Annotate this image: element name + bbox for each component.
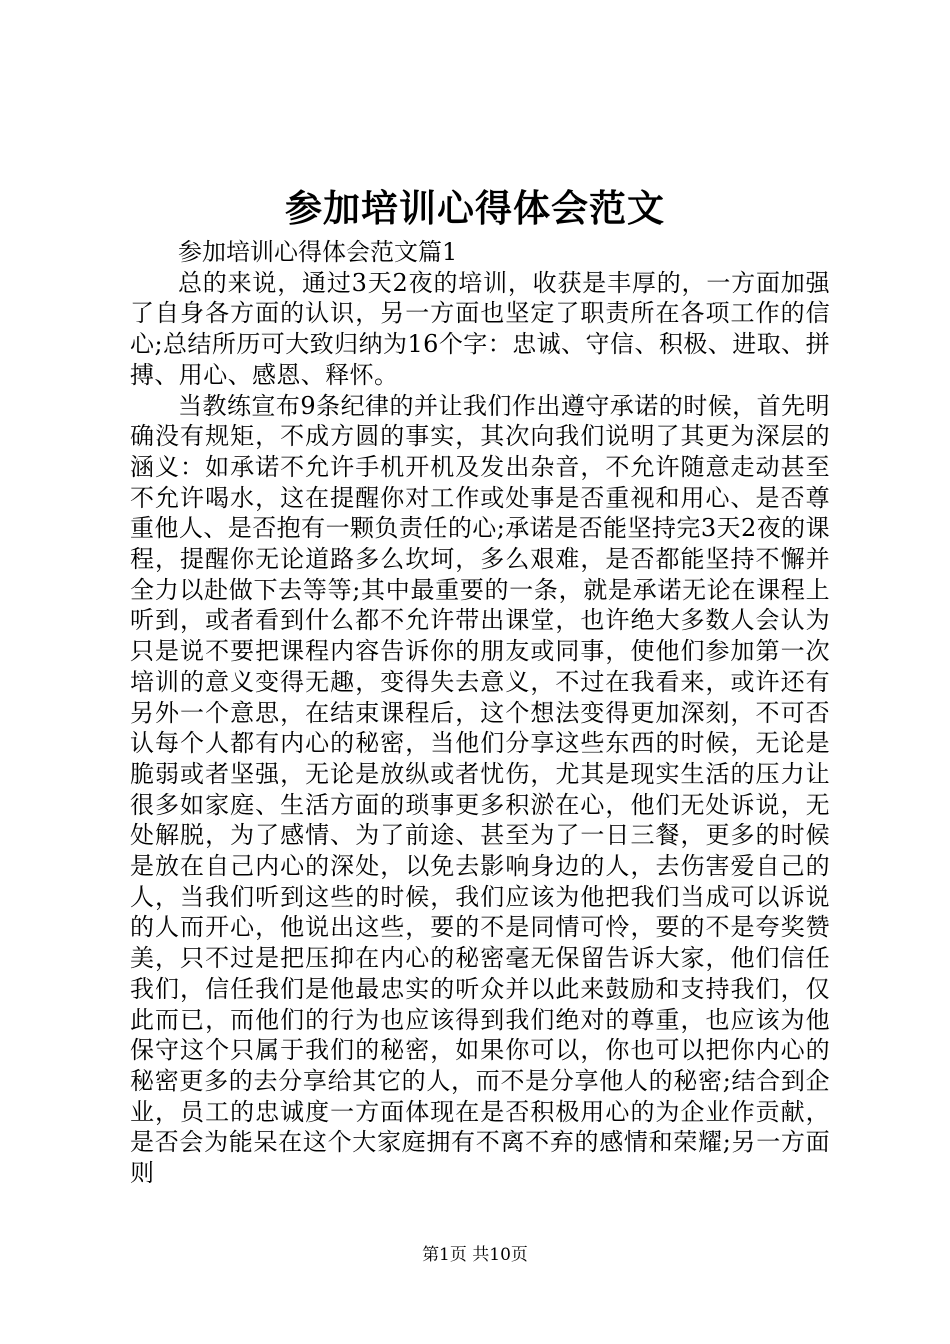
document-body: [130, 237, 830, 1189]
paragraph-1: 总的来说，通过3天2夜的培训，收获是丰厚的，一方面加强了自身各方面的认识，另一方面也坚定了职责所在各项工作的信心;总结所历可大致归纳为16个字：忠诚、守信、积极、进取、拼搏、用心、感恩、释怀。: [130, 268, 830, 389]
section-heading: 参加培训心得体会范文篇1: [178, 238, 458, 266]
paragraph-2: 当教练宣布9条纪律的并让我们作出遵守承诺的时候，首先明确没有规矩，不成方圆的事实，其次向我们说明了其更为深层的涵义：如承诺不允许手机开机及发出杂音，不允许随意走动甚至不允许喝水，这在提醒你对工作或处事是否重视和用心、是否尊重他人、是否抱有一颗负责任的心;承诺是否能坚持完3天2夜的课程，提醒你无论道路多么坎坷，多么艰难，是否都能坚持不懈并全力以赴做下去等等;其中最重要的一条，就是承诺无论在课程上听到，或者看到什么都不允许带出课堂，也许绝大多数人会认为只是说不要把课程内容告诉你的朋友或同事，使他们参加第一次培训的意义变得无趣，变得失去意义，不过在我看来，或许还有另外一个意思，在结束课程后，这个想法变得更加深刻，不可否认每个人都有内心的秘密，当他们分享这些东西的时候，无论是脆弱或者坚强，无论是放纵或者忧伤，尤其是现实生活的压力让很多如家庭、生活方面的琐事更多积淤在心，他们无处诉说，无处解脱，为了感情、为了前途、甚至为了一日三餐，更多的时候是放在自己内心的深处，以免去影响身边的人，去伤害爱自己的人，当我们听到这些的时候，我们应该为他把我们当成可以诉说的人而开心，他说出这些，要的不是同情可怜，要的不是夸奖赞美，只不过是把压抑在内心的秘密毫无保留告诉大家，他们信任我们，信任我们是他最忠实的听众并以此来鼓励和支持我们，仅此而已，而他们的行为也应该得到我们绝对的尊重，也应该为他保守这个只属于我们的秘密，如果你可以，你也可以把你内心的秘密更多的去分享给其它的人，而不是分享他人的秘密;结合到企业，员工的忠诚度一方面体现在是否积极用心的为企业作贡献，是否会为能呆在这个大家庭拥有不离不弃的感情和荣耀;另一方面则: [130, 391, 830, 1188]
document-title: 参加培训心得体会范文: [285, 186, 665, 230]
page-footer: 第1页 共10页: [422, 1245, 528, 1265]
